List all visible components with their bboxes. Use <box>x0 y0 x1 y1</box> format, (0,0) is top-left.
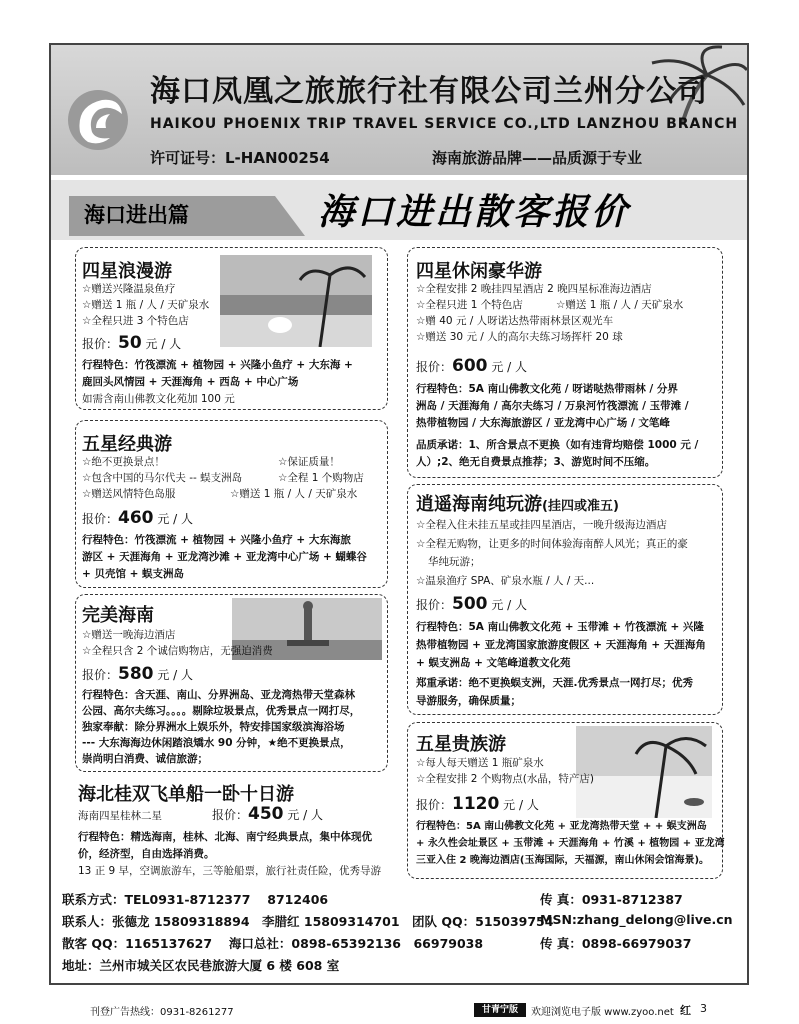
package-1-feature-3: ☆全程只进 3 个特色店 <box>82 315 189 327</box>
package-5-price <box>416 356 527 376</box>
package-6-title-sub: (挂四或准五) <box>542 499 619 514</box>
package-5-commitment-2: 人）;2、绝无自费景点推荐；3、游览时间不压缩。 <box>416 456 656 468</box>
company-name-en: HAIKOU PHOENIX TRIP TRAVEL SERVICE CO.,LTD LANZHOU BRANCH <box>150 116 739 132</box>
package-7-itinerary-2: + 永久性会址景区 + 玉带滩 + 天涯海角 + 竹溪 + 植物园 + 亚龙湾 <box>416 838 725 849</box>
package-3-feature-2: ☆全程只含 2 个诚信购物店，无强迫消费 <box>82 645 273 657</box>
package-3-itinerary-4: --- 大东海海边休闲踏浪矯水 90 分钟，★绝不更换景点， <box>82 737 351 749</box>
package-2-itinerary-2: 游区 + 天涯海角 + 亚龙湾沙滩 + 亚龙湾中心广场 + 蝴蝶谷 <box>82 551 367 563</box>
package-5-feature-4: ☆赠送 30 元 / 人的高尔夫练习场挥杆 20 球 <box>416 331 623 343</box>
package-6-feature-2: ☆全程无购物，让更多的时间体验海南醉人风光；真正的豪 <box>416 538 688 550</box>
website-link[interactable]: 欢迎浏览电子版 www.zyoo.net <box>531 1007 674 1018</box>
package-title-5: 四星休闲豪华游 <box>416 261 542 282</box>
price-label: 报价： <box>82 668 119 682</box>
package-3-itinerary-2: 公园、高尔夫练习。。。。剔除垃圾景点，优秀景点一网打尽， <box>82 705 361 717</box>
package-6-feature-1: ☆全程入住未挂五星或挂四星酒店，一晚升级海边酒店 <box>416 519 667 531</box>
package-2-itinerary-1: 行程特色：竹筏漂流 + 植物园 + 兴隆小鱼疗 + 大东海旅 <box>82 534 351 546</box>
contact-persons: 联系人：张德龙 15809318894 李腊红 15809314701 团队 QQ：515039754 <box>62 914 554 929</box>
slogan: 海南旅游品牌——品质源于专业 <box>432 149 643 167</box>
package-3-itinerary-1: 行程特色：含天涯、南山、分界洲岛、亚龙湾热带天堂森林 <box>82 689 355 701</box>
price-unit: 元 / 人 <box>487 598 528 612</box>
price-unit: 元 / 人 <box>153 512 194 526</box>
package-1-itinerary-1: 行程特色：竹筏漂流 + 植物园 + 兴隆小鱼疗 + 大东海 + <box>82 359 353 371</box>
package-title-4: 海北桂双飞单船一卧十日游 <box>78 784 294 805</box>
package-2-feature-3a: ☆赠送风情特色岛服 <box>82 488 176 500</box>
package-1-itinerary-2: 鹿回头风情园 + 天涯海角 + 西岛 + 中心广场 <box>82 376 299 388</box>
ad-hotline: 刊登广告热线：0931-8261277 <box>90 1007 234 1018</box>
palm-beach-photo <box>576 726 712 818</box>
contact-fax-hq: 传 真：0898-66979037 <box>540 936 692 951</box>
price-label: 报价： <box>416 798 453 812</box>
package-3-feature-1: ☆赠送一晚海边酒店 <box>82 629 176 641</box>
price-unit: 元 / 人 <box>283 808 324 822</box>
page-label: 红 <box>680 1004 691 1017</box>
package-6-price <box>416 594 527 614</box>
package-4-itinerary-1: 行程特色：精选海南，桂林、北海、南宁经典景点，集中体现优 <box>78 831 372 843</box>
beach-couple-photo <box>220 255 372 347</box>
package-2-itinerary-3: + 贝壳馆 + 蜈支洲岛 <box>82 568 185 580</box>
package-5-itinerary-1: 行程特色：5A 南山佛教文化苑 / 呀诺哒热带雨林 / 分界 <box>416 383 678 395</box>
package-5-itinerary-2: 洲岛 / 天涯海角 / 高尔夫练习 / 万泉河竹筏漂流 / 玉带滩 / <box>416 400 689 412</box>
package-2-price <box>82 508 193 528</box>
package-title-1: 四星浪漫游 <box>82 261 172 282</box>
package-title-3: 完美海南 <box>82 605 154 626</box>
price-value: 500 <box>452 594 488 614</box>
package-6-feature-3: ☆温泉渔疗 SPA、矿泉水瓶 / 人 / 天... <box>416 575 595 587</box>
package-title-2: 五星经典游 <box>82 434 172 455</box>
package-title-7: 五星贵族游 <box>416 734 506 755</box>
package-7-itinerary-1: 行程特色：5A 南山佛教文化苑 + 亚龙湾热带天堂 + + 蜈支洲岛 <box>416 821 707 832</box>
license-number: 许可证号：L-HAN00254 <box>150 149 330 167</box>
price-unit: 元 / 人 <box>141 337 182 351</box>
package-1-price <box>82 333 181 353</box>
package-2-feature-1b: ☆保证质量！ <box>278 456 340 468</box>
package-5-feature-2a: ☆全程只进 1 个特色店 <box>416 299 523 311</box>
package-6-itinerary-1: 行程特色：5A 南山佛教文化苑 + 玉带滩 + 竹筏漂流 + 兴隆 <box>416 621 704 633</box>
package-2-feature-3b: ☆赠送 1 瓶 / 人 / 天矿泉水 <box>230 488 358 500</box>
package-title-6 <box>416 490 619 516</box>
package-1-itinerary-3: 如需含南山佛教文化苑加 100 元 <box>82 393 235 405</box>
package-6-feature-2b: 华纯玩游； <box>428 556 481 568</box>
package-6-commitment-2: 导游服务，确保质量； <box>416 695 521 707</box>
package-2-feature-1a: ☆绝不更换景点！ <box>82 456 165 468</box>
price-label: 报价： <box>416 598 453 612</box>
package-4-hotel: 海南四星桂林二星 <box>78 810 162 822</box>
package-5-feature-3: ☆赠 40 元 / 人呀诺达热带雨林景区观光车 <box>416 315 614 327</box>
package-1-feature-1: ☆赠送兴隆温泉鱼疗 <box>82 283 176 295</box>
price-value: 460 <box>118 508 154 528</box>
price-label: 报价： <box>82 337 119 351</box>
section-tab-label: 海口进出篇 <box>84 203 189 227</box>
price-unit: 元 / 人 <box>499 798 539 812</box>
price-unit: 元 / 人 <box>153 668 194 682</box>
package-2-feature-2b: ☆全程 1 个购物店 <box>278 472 364 484</box>
price-value: 580 <box>118 664 154 684</box>
package-7-itinerary-3: 三亚入住 2 晚海边酒店(玉海国际，天福源，南山休闲会馆海景)。 <box>416 855 710 866</box>
edition-badge: 甘青宁版 <box>474 1003 526 1017</box>
package-4-price <box>212 804 323 824</box>
package-7-feature-2: ☆全程安排 2 个购物点(水晶，特产店) <box>416 773 594 785</box>
price-value: 1120 <box>452 794 500 814</box>
package-6-commitment-1: 郑重承诺：绝不更换蜈支洲，天涯.优秀景点一网打尽；优秀 <box>416 677 693 689</box>
package-3-itinerary-5: 崇尚明白消费、诚信旅游； <box>82 753 208 765</box>
phoenix-logo-icon <box>66 88 130 152</box>
price-value: 600 <box>452 356 488 376</box>
package-4-itinerary-3: 13 正 9 早，空调旅游车，三等舱船票，旅行社责任险，优秀导游 <box>78 865 382 877</box>
package-1-feature-2: ☆赠送 1 瓶 / 人 / 天矿泉水 <box>82 299 210 311</box>
contact-qq-hq: 散客 QQ：1165137627 海口总社：0898-65392136 66979038 <box>62 936 484 951</box>
price-value: 450 <box>248 804 284 824</box>
package-6-title-main: 逍遥海南纯玩游 <box>416 494 542 515</box>
price-label: 报价： <box>212 808 249 822</box>
page-number: 3 <box>700 1002 707 1015</box>
package-2-feature-2a: ☆包含中国的马尔代夫 -- 蜈支洲岛 <box>82 472 243 484</box>
contact-phone: 联系方式：TEL0931-8712377 8712406 <box>62 892 329 907</box>
package-3-price <box>82 664 193 684</box>
package-4-itinerary-2: 价，经济型，自由选择消费。 <box>78 848 215 860</box>
price-label: 报价： <box>416 360 453 374</box>
package-5-itinerary-3: 热带植物园 / 大东海旅游区 / 亚龙湾中心广场 / 文笔峰 <box>416 417 670 429</box>
contact-address: 地址：兰州市城关区农民巷旅游大厦 6 楼 608 室 <box>62 958 340 973</box>
price-unit: 元 / 人 <box>487 360 528 374</box>
price-value: 50 <box>118 333 142 353</box>
package-5-feature-1: ☆全程安排 2 晚挂四星酒店 2 晚四星标准海边酒店 <box>416 283 652 295</box>
company-name-cn: 海口凤凰之旅旅行社有限公司兰州分公司 <box>150 74 708 109</box>
package-6-itinerary-2: 热带植物园 + 亚龙湾国家旅游度假区 + 天涯海角 + 天涯海角 <box>416 639 706 651</box>
package-5-commitment-1: 品质承诺：1、所含景点不更换（如有违背均赔偿 1000 元 / <box>416 439 699 451</box>
package-5-feature-2b: ☆赠送 1 瓶 / 人 / 天矿泉水 <box>556 299 684 311</box>
package-7-feature-1: ☆每人每天赠送 1 瓶矿泉水 <box>416 757 544 769</box>
contact-fax: 传 真：0931-8712387 <box>540 892 683 907</box>
package-6-itinerary-3: + 蜈支洲岛 + 文笔峰道教文化苑 <box>416 657 571 669</box>
contact-msn: MSN:zhang_delong@live.cn <box>540 912 733 927</box>
main-title: 海口进出散客报价 <box>318 191 631 233</box>
package-3-itinerary-3: 独家奉献：除分界洲水上娱乐外，特安排国家级滨海浴场 <box>82 721 345 733</box>
price-label: 报价： <box>82 512 119 526</box>
package-7-price <box>416 794 539 814</box>
